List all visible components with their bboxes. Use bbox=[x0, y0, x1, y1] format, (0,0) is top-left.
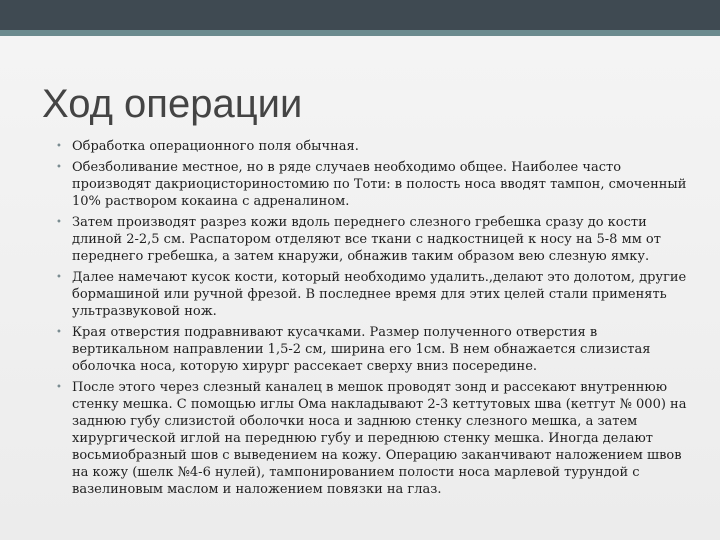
bullet-marker: • bbox=[56, 141, 62, 152]
bullet-text: Обезболивание местное, но в ряде случаев необходимо общее. Наиболее часто производят дакриоцисториностомию по Тоти: в полость носа вводят тампон, смоченный 10% раствором кокаина с адреналином. bbox=[72, 160, 687, 209]
bullet-marker: • bbox=[56, 217, 62, 228]
bullet-marker: • bbox=[56, 162, 62, 173]
bullet-marker: • bbox=[56, 327, 62, 338]
bullet-text: После этого через слезный каналец в мешок проводят зонд и рассекают внутреннюю стенку мешка. С помощью иглы Ома накладывают 2-3 кеттутовых шва (кетгут № 000) на заднюю губу слизистой оболочки носа и заднюю стенку слезного мешка, а затем хирургической иглой на переднюю губу и переднюю стенку мешка. Иногда делают восьмиобразный шов с выведением на кожу. Операцию заканчивают наложением швов на кожу (шелк №4-6 нулей), тампонированием полости носа марлевой турундой с вазелиновым маслом и наложением повязки на глаз. bbox=[72, 380, 687, 497]
bullet-text: Обработка операционного поля обычная. bbox=[72, 139, 359, 154]
bullet-text: Затем производят разрез кожи вдоль переднего слезного гребешка сразу до кости длиной 2-2,5 см. Распатором отделяют все ткани с надкостницей к носу на 5-8 мм от переднего гребешка, а затем кнаружи, обнажив таким образом вею слезную ямку. bbox=[72, 215, 661, 264]
bullet-item-4 bbox=[52, 269, 692, 320]
slide-title: Ход операции bbox=[42, 82, 303, 126]
bullet-text: Края отверстия подравнивают кусачками. Размер полученного отверстия в вертикальном направлении 1,5-2 см, ширина его 1см. В нем обнажается слизистая оболочка носа, которую хирург рассекает сверху вниз посередине. bbox=[72, 325, 651, 374]
bullet-list bbox=[52, 138, 692, 502]
bullet-marker: • bbox=[56, 382, 62, 393]
bullet-item-6 bbox=[52, 379, 692, 498]
bullet-marker: • bbox=[56, 272, 62, 283]
bullet-text: Далее намечают кусок кости, который необходимо удалить.,делают это долотом, другие бормашиной или ручной фрезой. В последнее время для этих целей стали применять ультразвуковой нож. bbox=[72, 270, 687, 319]
bullet-item-5 bbox=[52, 324, 692, 375]
bullet-item-1 bbox=[52, 138, 692, 155]
bullet-item-2 bbox=[52, 159, 692, 210]
bullet-item-3 bbox=[52, 214, 692, 265]
header-band bbox=[0, 0, 720, 30]
